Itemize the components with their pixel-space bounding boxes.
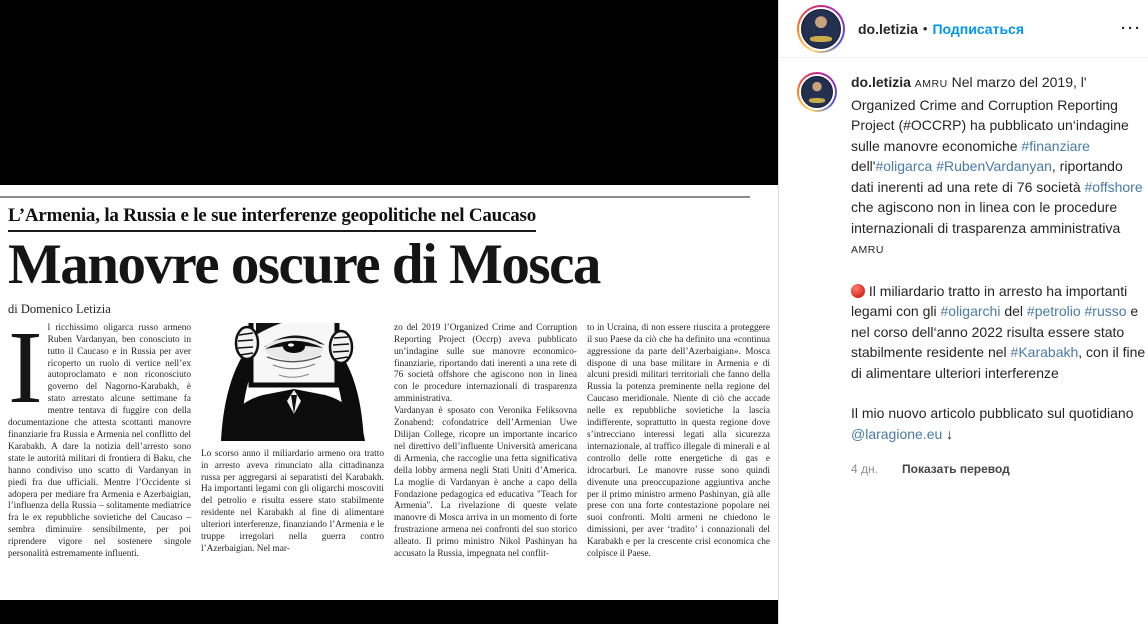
article-byline: di Domenico Letizia [8, 301, 111, 316]
hashtag-finanziare[interactable]: #finanziare [1021, 137, 1090, 154]
caption-text: dell' [851, 158, 876, 174]
post-age: 4 дн. [851, 462, 878, 476]
caption-story-ring[interactable] [797, 72, 837, 112]
caption-meta-row [851, 459, 1146, 480]
caption-text: , riportando dati inerenti ad una rete di 76 società [851, 158, 1123, 195]
drop-cap: I [8, 322, 43, 425]
hashtag-offshore[interactable]: #offshore [1084, 178, 1143, 195]
hashtag-rubenvardanyan[interactable]: #RubenVardanyan [936, 158, 1052, 174]
article-column-2 [201, 323, 384, 579]
column-3-paragraph-2: Vardanyan è sposato con Veronika Feliksovna Zonabend: cofondatrice dell’Armenian Uwe Dilijan College, ricopre un importante incarico nel direttivo dell’influente Università americana di Armenia, che raccoglie una fetta significativa della lobby armena negli Stati Uniti d’America. La moglie di Vardanyan è anche a capo della Fondazione pedagogica ed educativa "Teach for Armenia". La rivelazione di queste velate manovre di Mosca arriva in un momento di forte frustrazione armena nei confronti del suo storico alleato. Il primo ministro Nikol Pashinyan ha accusato la Russia, impegnata nel conflit- [394, 406, 577, 560]
caption-text: del [1004, 303, 1024, 319]
post-details-panel [778, 0, 1148, 624]
hashtag-petrolio[interactable]: #petrolio [1026, 303, 1081, 319]
show-translation-button[interactable]: Показать перевод [901, 462, 1010, 476]
column-1-text: l ricchissimo oligarca russo armeno Ruben Vardanyan, ben conosciuto in tutto il Caucaso e in Russia per aver ricoperto un ruolo di vertice nell’ex autoproclamato e non riconosciuto governo del Nagorno-Karabakh, è stato arrestato alcune settimane fa mentre tentava di fuggire con della documentazione che attesta scottanti manovre finanziarie fra Russia e Armenia nel conflitto del Karabakh. A dare la notizia dell’arresto sono state le autorità militari di frontiera di Baku, che hanno condiviso uno scatto di Vardanyan in piedi fra due ufficiali. Mentre l’Occidente si adopera per mediare fra Armenia e Azerbaigian, l’influenza della Russia – solitamente mediatrice fra le ex repubbliche sovietiche del Caucaso – sembra diminuire sensibilmente, per poi riprendere vigore nel sostenere singole personalità estremamente influenti. [8, 322, 191, 560]
hashtag-russo[interactable]: #russo [1084, 303, 1127, 319]
article-column-3 [394, 323, 577, 579]
caption-paragraph-1 [851, 72, 1146, 261]
caption-avatar[interactable] [801, 76, 833, 108]
column-3-paragraph-1: zo del 2019 l’Organized Crime and Corruption Reporting Project (Occrp) aveva pubblicato un’indagine sulle sue manovre economico-finanziarie, riportando dati inerenti a una rete di 76 società offshore che agiscono non in linea con le procedure internazionali di trasparenza amministrativa. [394, 322, 577, 405]
caption-row [779, 58, 1148, 480]
caption-text: Il mio nuovo articolo pubblicato sul quotidiano [851, 405, 1134, 421]
caption-text: Nel marzo del 2019, l' Organized Crime and Corruption Reporting Project (#OCCRP) ha pubblicato un‘indagine sulle manovre economiche [851, 74, 1129, 154]
down-arrow-emoji: ↓ [946, 425, 954, 442]
hashtag-oligarca[interactable]: #oligarca [875, 158, 933, 174]
caption-username-link[interactable]: do.letizia [851, 74, 911, 90]
follow-button[interactable]: Подписаться [932, 20, 1025, 37]
caption-text: e nel corso dell‘anno 2022 risulta essere stato stabilmente residente nel [851, 303, 1139, 360]
column-2-text: Lo scorso anno il miliardario armeno ora tratto in arresto aveva rinunciato alla cittadinanza russa per aggregarsi ai separatisti del Karabakh. Ha importanti legami con gli oligarchi moscoviti del petrolio e risulta essere stato stabilmente residente nel Karabakh al fine di alimentare ulteriori interferenze, finanziando l’Armenia e le truppe irregolari nella guerra contro l’Azerbaigian. Nel mar- [201, 448, 384, 554]
story-ring[interactable] [797, 5, 845, 53]
media-black-bar-top [0, 0, 778, 185]
column-4-text: to in Ucraina, di non essere riuscita a proteggere il suo Paese da ciò che ha definito una «continua aggressione da parte dell’Azerbaigian». Mosca dispone di una base militare in Armenia e di alcuni presidi militari territoriali che fanno della Russia la potenza preminente nella regione del Caucaso meridionale. Niente di ciò che accade nelle ex repubbliche sovietiche la lascia indifferente, soprattutto in questa regione dove s’intrecciano interessi legati alla sicurezza internazionale, al traffico illegale di minerali e al controllo delle rotte energetiche di gas e idrocarburi. Le manovre russe sono quindi divenute una preoccupazione aggiuntiva anche per il primo ministro armeno Pashinyan, già alle prese con una forte contestazione popolare nei suoi confronti. Molti armeni ne chiedono le dimissioni, per aver ‘tradito’ i connazionali del Karabakh e per la crescente crisi economica che colpisce il Paese. [587, 322, 770, 560]
caption-text: Il miliardario tratto in arresto ha importanti legami con gli [851, 282, 1128, 319]
caption-text: , con il fine di alimentare ulteriori interferenze [851, 344, 1146, 381]
caption-paragraph-3 [851, 403, 1146, 444]
article-column-4 [587, 323, 770, 579]
mention-laragione[interactable]: @laragione.eu [851, 425, 943, 442]
article-kicker: L’Armenia, la Russia e le sue interferenze geopolitiche nel Caucaso [8, 205, 536, 232]
caption-paragraph-2 [851, 281, 1146, 384]
red-circle-emoji [851, 284, 865, 298]
armenia-russia-flags-text: AMRU [851, 244, 884, 256]
hashtag-oligarchi[interactable]: #oligarchi [940, 303, 1001, 319]
hashtag-karabakh[interactable]: #Karabakh [1010, 344, 1079, 360]
header-separator-dot: • [922, 21, 928, 36]
article-column-1 [8, 323, 191, 579]
profile-avatar[interactable] [801, 9, 841, 49]
media-black-bar-bottom [0, 600, 778, 624]
post-header [779, 0, 1148, 58]
man-holding-framed-eye-illustration [201, 323, 384, 441]
username-link[interactable]: do.letizia [858, 20, 918, 37]
caption-body [851, 72, 1146, 480]
article-headline: Manovre oscure di Mosca [8, 233, 600, 296]
newspaper-article [0, 185, 778, 600]
more-options-icon[interactable]: ··· [1121, 20, 1142, 37]
armenia-russia-flags-text: AMRU [914, 78, 948, 90]
article-columns [8, 323, 770, 579]
caption-text: che agiscono non in linea con le procedure internazionali di trasparenza amministrativa [851, 199, 1121, 236]
